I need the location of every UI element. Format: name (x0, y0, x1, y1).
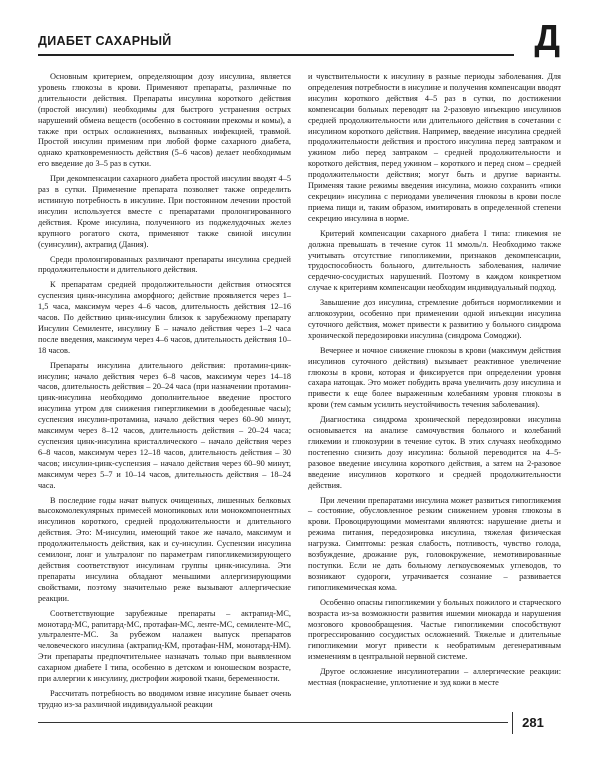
paragraph: Основным критерием, определяющим дозу инсулина, является уровень глюкозы в крови. Применяют препараты, различные по длительности действия. Препараты инсулина короткого действия (простой инсулин) необходимы для быстрого устранения острых нарушений обмена веществ (особенно в состоянии прекомы и комы), а также при острых осложнениях, вызванных инфекцией, травмой. Простой инсулин применим при любой форме сахарного диабета, однако кратковременность действия (5–6 часов) делает необходимым его введение до 3–5 раз в сутки. (38, 72, 291, 169)
paragraph: Рассчитать потребность во вводимом извне инсулине бывает очень трудно из-за различной индивидуальной реакции (38, 688, 291, 709)
paragraph: Среди пролонгированных различают препараты инсулина средней продолжительности и длительного действия. (38, 254, 291, 275)
paragraph: При лечении препаратами инсулина может развиться гипогликемия – состояние, обусловленное резким снижением уровня глюкозы в крови. Провоцирующими моментами являются: нарушение диеты и режима питания, передозировка инсулина, тяжелая физическая нагрузка. Симптомы: резкая слабость, потливость, чувство голода, возбуждение, дрожание рук, головокружение, немотивированные поступки. Если не дать больному легкоусвояемых углеводов, то возникают судороги, утрачивается сознание – развивается гипогликемическая кома. (308, 495, 561, 592)
paragraph: Другое осложнение инсулинотерапии – аллергические реакции: местная (покраснение, уплотнение и зуд кожи в месте (308, 667, 561, 688)
right-column (308, 72, 561, 698)
paragraph: и чувствительности к инсулину в разные периоды заболевания. Для определения потребности в инсулине и получения компенсации вводят инсулин короткого действия 4–5 раз в сутки, по достижении компенсации больных переводят на 2-разовую инъекцию инсулинов средней продолжительности или длительного действия в сочетании с инсулином короткого действия. Например, введение инсулина средней продолжительности действия и простого инсулина перед завтраком и ужином либо перед завтраком – средней продолжительности и короткого действия, перед ужином – короткого и перед сном – средней продолжительности действия; могут быть и другие варианты. Применяя такие режимы введения инсулина, можно сохранить «пики секреции» инсулина с периодами увеличения глюкозы в крови после приема пищи и, таким образом, имитировать в определенной степени секрецию инсулина в норме. (308, 72, 561, 223)
paragraph: Особенно опасны гипогликемии у больных пожилого и старческого возраста из-за возможности развития ишемии миокарда и нарушения мозгового кровообращения. Частые гипогликемии способствуют прогрессированию сосудистых осложнений. Тяжелые и длительные гипогликемии могут привести к необратимым дегенеративным изменениям в центральной нервной системе. (308, 597, 561, 662)
page-header (38, 17, 560, 64)
paragraph: Вечернее и ночное снижение глюкозы в крови (максимум действия инсулинов суточного действия) вызывает реактивное увеличение глюкозы в крови, которая и фиксируется при определении уровня сахара натощак. Это может побудить врача увеличить дозу инсулина и привести к еще более выраженным колебаниям уровня глюкозы в крови (тем самым усилить неустойчивость течения заболевания). (308, 345, 561, 410)
paragraph: К препаратам средней продолжительности действия относятся суспензия цинк-инсулина аморфного; действие проявляется через 1–1,5 часа, максимум через 4–6 часов, длительность действия 12–16 часов. По действию цинк-инсулин близок к зарубежному препарату Инсулин Семиленте, инсулину Б – начало действия через 1–2 часа после введения, максимум через 4–6 часов, длительность действия 10–18 часов. (38, 280, 291, 355)
paragraph: Завышение доз инсулина, стремление добиться нормогликемии и аглюкозурии, особенно при применении одной инъекции инсулина суточного действия, может привести к развитию у больного синдрома хронической передозировки инсулина (синдрома Сомоджи). (308, 298, 561, 340)
paragraph: Критерий компенсации сахарного диабета I типа: гликемия не должна превышать в течение суток 11 ммоль/л. Необходимо также учитывать отсутствие гипогликемии, признаков декомпенсации, трудоспособность больного, длительность заболевания, наличие сердечно-сосудистых нарушений. Поэтому в каждом конкретном случае к критериям компенсации необходим индивидуальный подход. (308, 228, 561, 293)
left-column (38, 72, 291, 709)
paragraph: Соответствующие зарубежные препараты – актрапид-МС, монотард-МС, рапитард-МС, протафан-МС, ленте-МС, семиленте-МС, ультраленте-МС. За рубежом налажен выпуск препаратов человеческого инсулина (актрапид-КМ, протафан-НМ, монотард-НМ). Эти препараты предпочтительнее назначать только при выявленном сахарном диабете I типа, особенно в детском и юношеском возрасте, при аллергии к инсулину, дистрофии жировой ткани, беременности. (38, 608, 291, 684)
page-number: 281 (512, 712, 553, 734)
paragraph: Препараты инсулина длительного действия: протамин-цинк-инсулин; начало действия через 6–8 часов, максимум через 14–18 часов, длительность действия – 20–24 часа (при назначении протамин-цинк-инсулина необходимо дополнительное введение простого инсулина утром для снижения гипергликемии в дообеденные часы); суспензия инсулин-протамина, начало действия через 60–90 минут, максимум через 8–12 часов, длительность действия – 20–24 часа; суспензия цинк-инсулина кристаллического – начало действия через 6–8 часов, максимум через 12–18 часов, длительность действия – 30 часов; инсулин-цинк-суспензия – начало действия через 60–90 минут, максимум через 5–7 и 10–14 часов, длительность действия – 18–24 часа. (38, 360, 291, 490)
header-rule (38, 54, 514, 56)
section-letter: Д (534, 17, 560, 58)
paragraph: Диагностика синдрома хронической передозировки инсулина основывается на анализе самочувствия больного и колебаний гликемии и глюкозурии в течение суток. В этих случаях необходимо постепенно снизить дозу инсулина: больной переводится на 4–5-разовое введение инсулина короткого действия, а затем на 2-разовое введение инсулинов короткого и средней продолжительности действия. (308, 415, 561, 490)
paragraph: При декомпенсации сахарного диабета простой инсулин вводят 4–5 раз в сутки. Применение препарата позволяет также определить истинную потребность в инсулине. При постоянном лечении простой инсулин используется вместе с препаратами пролонгированного действия. Кроме инсулина, полученного из поджелудочных желез крупного рогатого скота, применяют также свиной инсулин (суинсулин), актрапид (Дания). (38, 174, 291, 249)
running-title: ДИАБЕТ САХАРНЫЙ (38, 34, 172, 48)
footer-rule (38, 722, 508, 723)
paragraph: В последние годы начат выпуск очищенных, лишенных белковых высокомолекулярных примесей монопиковых или монокомпонентных инсулинов короткого, средней продолжительности и длительного действия. Это: М-инсулин, имеющий такое же начало, максимум и продолжительность действия, как и су-инсулин. Суспензии инсулина семилонг, лонг и ультралонг по параметрам гипогликемизирующего действия соответствуют инсулинам группы цинк-инсулина. Эти препараты инсулина обладают меньшими аллергизирующими свойствами, поэтому значительно реже вызывают аллергические реакции. (38, 495, 291, 603)
